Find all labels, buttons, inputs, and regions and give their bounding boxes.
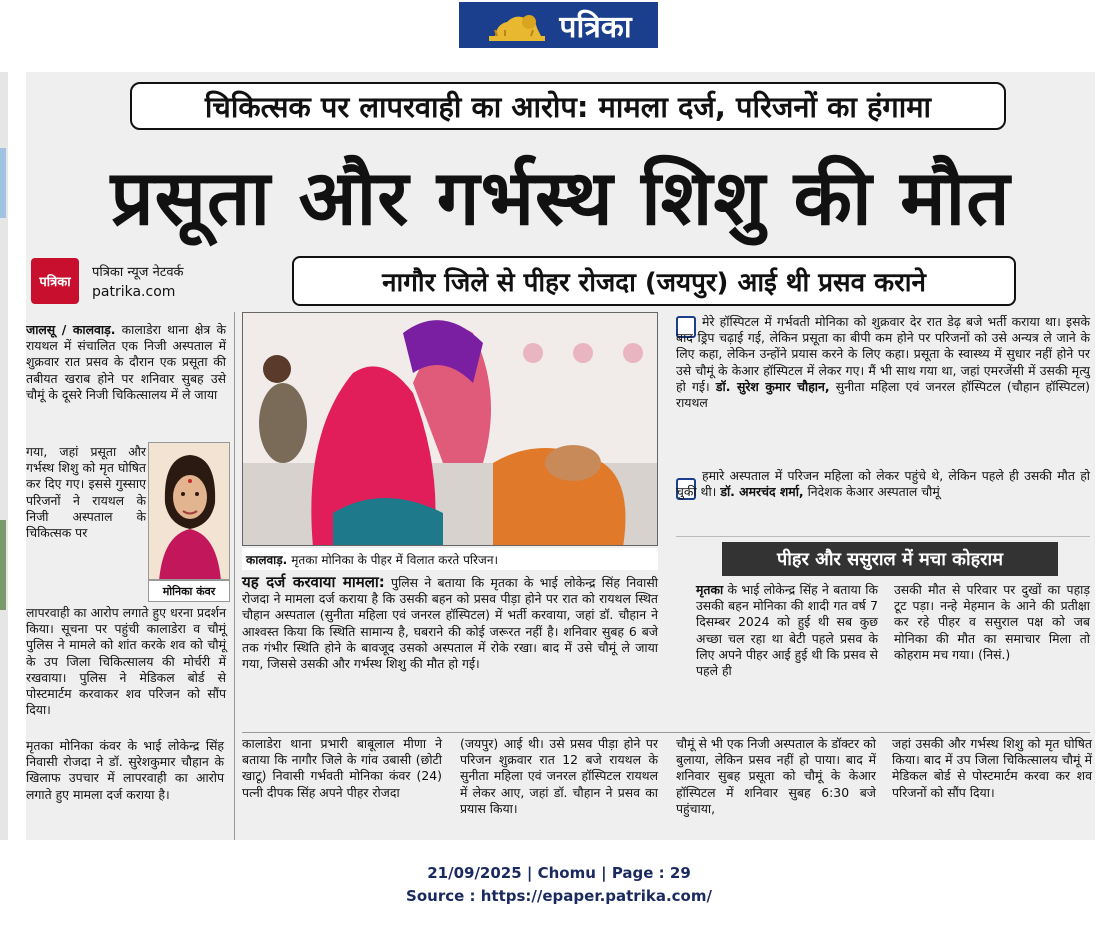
kicker-headline: चिकित्सक पर लापरवाही का आरोप: मामला दर्ज, परिजनों का हंगामा xyxy=(130,82,1006,130)
bottom-column-3: चौमूं से भी एक निजी अस्पताल के डॉक्टर को बुलाया, लेकिन प्रसव नहीं हो पाया। बाद में शनिवार सुबह प्रसूता को चौमूं के केआर हॉस्पिटल में शनिवार सुबह 6:30 बजे पहुंचाया, xyxy=(676,736,876,816)
photo-caption xyxy=(242,548,658,570)
director-quote xyxy=(676,468,1090,500)
quote-role: निदेशक केआर अस्पताल चौमूं xyxy=(807,484,940,500)
section-divider xyxy=(676,536,1090,537)
news-clipping xyxy=(26,72,1095,840)
quote-text: मेरे हॉस्पिटल में गर्भवती मोनिका को शुक्रवार देर रात डेढ़ बजे भर्ती कराया था। इसके बाद ड्रिप चढ़ाई गई, लेकिन प्रसूता का बीपी कम होने पर परिजनों को उसे अन्यत्र ले जाने के लिए कहा, लेकिन उन्होंने प्रयास करने के लिए कहा। प्रसूता के स्वास्थ्य में सुधार नहीं होने पर उसे चौमूं के केआर हॉस्पिटल में लेकर गए। मैं भी साथ गया था, जहां एमरजेंसी में उसकी मृत्यु हो गई। xyxy=(676,314,1090,394)
masthead-title: पत्रिका xyxy=(559,9,632,45)
lion-emblem-icon xyxy=(485,6,549,44)
photo-caption-place: कालवाड़. xyxy=(246,552,288,567)
main-headline: प्रसूता और गर्भस्थ शिशु की मौत xyxy=(110,152,1011,242)
doctor-quote xyxy=(676,314,1090,411)
column-divider xyxy=(234,312,235,840)
byline-site: patrika.com xyxy=(92,284,176,300)
mourning-family-photo xyxy=(243,313,658,546)
footer-source: Source : https://epaper.patrika.com/ xyxy=(406,887,712,905)
bottom-column-1: कालाडेरा थाना प्रभारी बाबूलाल मीणा ने बताया कि नागौर जिले के गांव उबासी (छोटी खाटू) निवासी गर्भवती मोनिका कंवर (24) पत्नी दीपक सिंह अपने पीहर रोजदा xyxy=(242,736,442,800)
article-text: पुलिस ने बताया कि मृतका के भाई लोकेन्द्र सिंह निवासी रोजदा ने मामला दर्ज कराया है कि उसकी बहन को प्रसव पीड़ा होने पर रात को रायथल स्थित चौहान अस्पताल (सुनीता महिला एवं जनरल हॉस्पिटल) में भर्ती करवाया, जहां डॉ. चौहान ने आश्वस्त किया कि स्थिति सामान्य है, घबराने की कोई जरूरत नहीं है। शनिवार सुबह 6 बजे तक गंभीर स्थिति होने के बावजूद उसको अस्पताल में रोके रखा। बाद में उसे चौमूं ले जाया गया, जिससे उसकी और गर्भस्थ शिशु की मौत हो गई। xyxy=(242,575,658,672)
quote-speaker: डॉ. सुरेश कुमार चौहान, xyxy=(715,378,830,394)
box-column-2: उसकी मौत से परिवार पर दुखों का पहाड़ टूट पड़ा। नन्हे मेहमान के आने की प्रतीक्षा कर रहे पीहर व ससुराल पक्ष को जब मोनिका की मौत का समाचार मिला तो कोहराम मच गया। (निसं.) xyxy=(894,582,1090,662)
masthead-logo xyxy=(459,2,658,48)
article-text: लापरवाही का आरोप लगाते हुए धरना प्रदर्शन किया। सूचना पर पहुंची कालाडेरा व चौमूं पुलिस ने मामले को शांत करके शव को चौमूं के उप जिला चिकित्सालय की मोर्चरी में रखवाया। पुलिस ने मेडिकल बोर्ड से पोस्टमार्टम करवाकर शव परिजन को सौंप दिया। xyxy=(26,605,226,718)
article-text: मृतका मोनिका कंवर के भाई लोकेन्द्र सिंह निवासी रोजदा ने डॉ. सुरेशकुमार चौहान के खिलाफ उपचार में लापरवाही का आरोप लगाते हुए मामला दर्ज कराया है। xyxy=(26,738,224,802)
article-text: गया, जहां प्रसूता और गर्भस्थ शिशु को मृत घोषित कर दिए गए। इससे गुस्साए परिजनों ने रायथल के निजी अस्पताल के चिकित्सक पर xyxy=(26,444,146,541)
quote-text: हमारे अस्पताल में परिजन महिला को लेकर पहुंचे थे, लेकिन पहले ही उसकी मौत हो चुकी थी। xyxy=(676,468,1090,500)
quote-speaker: डॉ. अमरचंद शर्मा, xyxy=(720,484,804,500)
page-edge-fragment xyxy=(0,148,6,218)
bottom-column-4: जहां उसकी और गर्भस्थ शिशु को मृत घोषित किया। बाद में उप जिला चिकित्सालय चौमूं में मेडिकल बोर्ड से पोस्टमार्टम करवा कर शव परिजनों को सौंप दिया। xyxy=(892,736,1092,800)
subheadline: नागौर जिले से पीहर रोजदा (जयपुर) आई थी प्रसव कराने xyxy=(292,256,1016,306)
article-text: के भाई लोकेन्द्र सिंह ने बताया कि उसकी बहन मोनिका की शादी गत वर्ष 7 दिसम्बर 2024 को हुई थी सब कुछ अच्छा चल रहा था बेटी पहले प्रसव के लिए अपने पीहर आई हुई थी कि प्रसव से पहले ही xyxy=(696,582,878,679)
case-registered-section xyxy=(242,574,658,672)
box-column-1 xyxy=(696,582,878,679)
portrait-caption: मोनिका कंवर xyxy=(148,580,230,602)
portrait-photo xyxy=(148,442,230,580)
byline-name: पत्रिका न्यूज नेटवर्क xyxy=(92,265,184,280)
box-lead: मृतका xyxy=(696,582,724,597)
article-column-1-top xyxy=(26,322,226,403)
bottom-column-2: (जयपुर) आई थी। उसे प्रसव पीड़ा होने पर परिजन शुक्रवार रात 12 बजे रायथल के सुनीता महिला एवं जनरल हॉस्पिटल रायथल में लेकर आए, जहां डॉ. चौहान ने प्रसव का प्रयास किया। xyxy=(460,736,658,816)
box-title: पीहर और ससुराल में मचा कोहराम xyxy=(722,542,1058,576)
article-text: कालाडेरा थाना क्षेत्र के रायथल में संचालित एक निजी अस्पताल में शुक्रवार रात प्रसव के दौरान एक प्रसूता की तबीयत खराब होने पर शनिवार सुबह उसे चौमूं के दूसरे निजी चिकित्सालय में ले जाया xyxy=(26,322,226,402)
quote-role: सुनीता महिला एवं जनरल हॉस्पिटल (चौहान हॉस्पिटल) रायथल xyxy=(676,378,1090,411)
portrait-image xyxy=(149,443,230,580)
page-edge-fragment xyxy=(0,520,6,610)
dateline: जालसू / कालवाड़. xyxy=(26,322,116,337)
footer-date-edition: 21/09/2025 | Chomu | Page : 29 xyxy=(427,864,691,882)
news-photo xyxy=(242,312,658,546)
photo-caption-text: मृतका मोनिका के पीहर में विलात करते परिजन। xyxy=(291,552,499,567)
section-lead: यह दर्ज करवाया मामला: xyxy=(242,573,385,591)
byline-logo: पत्रिका xyxy=(31,258,79,304)
section-divider xyxy=(242,732,1090,733)
